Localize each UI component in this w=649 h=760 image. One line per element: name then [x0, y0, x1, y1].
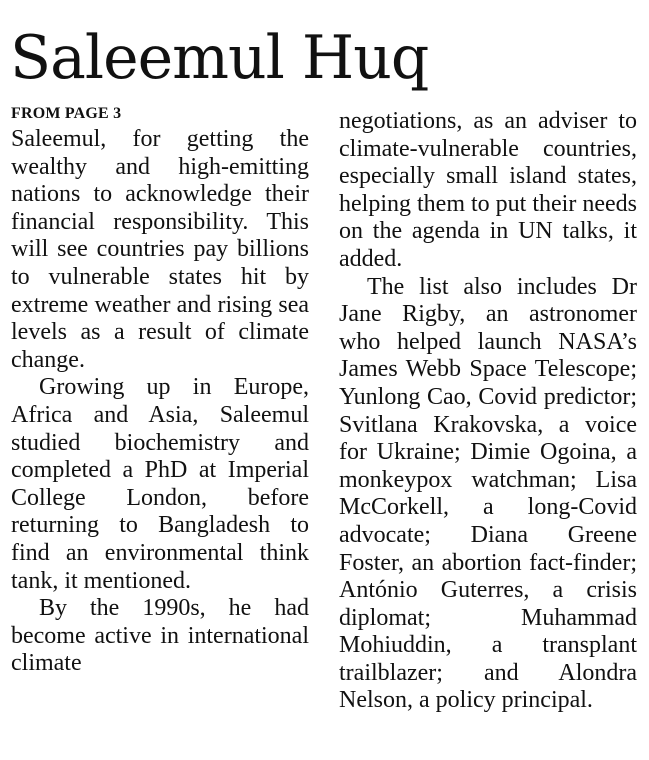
article-paragraph: The list also includes Dr Jane Rigby, an astronomer who helped launch NASA’s James Webb Space Telescope; Yunlong Cao, Covid predictor; Svitlana Krakovska, a voice for Ukraine; Dimie Ogoina, a monkeypox watchman; Lisa McCorkell, a long-Covid advocate; Diana Greene Foster, an abortion fact-finder; António Guterres, a crisis diplomat; Muhammad Mohiuddin, a transplant trailblazer; and Alondra Nelson, a policy principal. — [339, 273, 637, 714]
continuation-kicker: FROM PAGE 3 — [11, 105, 122, 122]
article-paragraph: By the 1990s, he had become active in international climate — [11, 595, 309, 677]
article-paragraph: negotiations, as an adviser to climate-vulnerable countries, especially small island states, helping them to put their needs on the agenda in UN talks, it added. — [339, 108, 637, 272]
article-paragraph: Saleemul, for getting the wealthy and high-emitting nations to acknowledge their financial responsibility. This will see countries pay billions to vulnerable states hit by extreme weather and rising sea levels as a result of climate change. — [11, 126, 309, 373]
article-paragraph: Growing up in Europe, Africa and Asia, Saleemul studied biochemistry and completed a PhD at Imperial College London, before returning to Bangladesh to find an environmental think tank, it mentioned. — [11, 374, 309, 594]
article-column-left — [11, 104, 309, 678]
article-column-right — [339, 108, 637, 715]
headline: Saleemul Huq — [10, 23, 429, 93]
